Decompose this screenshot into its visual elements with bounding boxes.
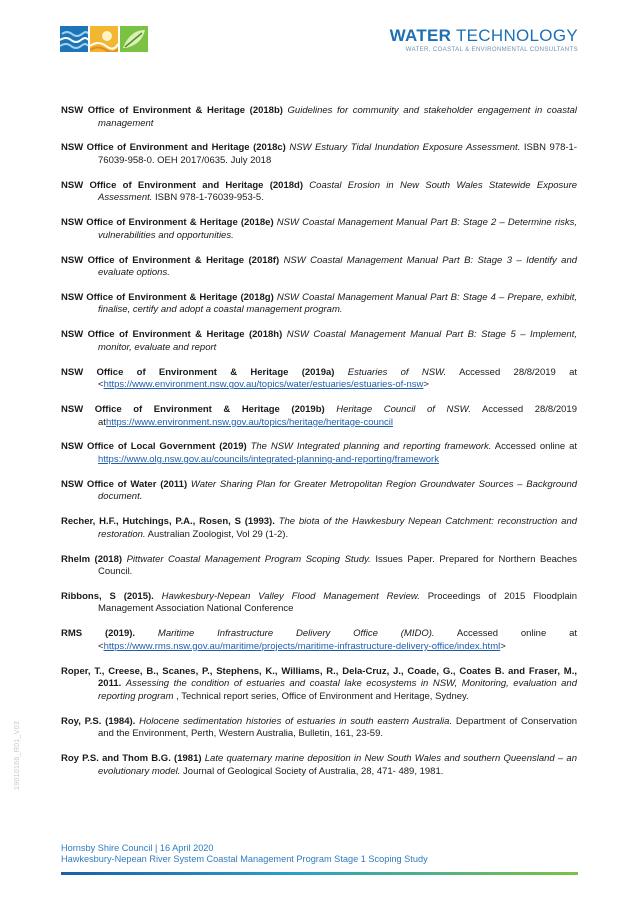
reference-title: NSW Estuary Tidal Inundation Exposure Assessment. xyxy=(289,142,521,154)
reference-link[interactable]: https://www.olg.nsw.gov.au/councils/integrated-planning-and-reporting/framework xyxy=(98,453,439,465)
reference-author: NSW Office of Environment & Heritage (2018g) xyxy=(61,291,274,303)
reference-details: Australian Zoologist, Vol 29 (1-2). xyxy=(147,528,289,540)
brand-name: WATER TECHNOLOGY xyxy=(389,26,578,45)
reference-author: Rhelm (2018) xyxy=(61,553,123,565)
reference-author: NSW Office of Environment & Heritage (2018f) xyxy=(61,254,280,266)
reference-author: NSW Office of Environment & Heritage (2019a) xyxy=(61,366,335,378)
sun-icon xyxy=(90,26,118,52)
reference-details: Accessed online at xyxy=(494,441,578,453)
reference-entry xyxy=(61,367,577,392)
reference-author: Roy P.S. and Thom B.G. (1981) xyxy=(61,752,202,764)
reference-author: NSW Office of Local Government (2019) xyxy=(61,441,247,453)
reference-author: NSW Office of Environment & Heritage (2018b) xyxy=(61,105,283,116)
reference-list xyxy=(61,105,577,790)
reference-details: , Technical report series, Office of Environment and Heritage, Sydney. xyxy=(176,690,469,702)
reference-author: RMS (2019). xyxy=(61,628,136,640)
reference-title: Late quaternary marine deposition in New South Wales and southern Queensland – an evolutionary model. xyxy=(98,752,578,777)
reference-details: ISBN 978-1-76039-958-0. OEH 2017/0635. July 2018 xyxy=(98,142,578,166)
page-footer xyxy=(61,843,428,865)
reference-details: Proceedings of 2015 Floodplain Management Association National Conference xyxy=(98,590,578,615)
reference-details: Accessed online at < xyxy=(98,628,578,652)
reference-entry xyxy=(61,180,577,205)
reference-entry xyxy=(61,753,577,778)
reference-author: Roper, T., Creese, B., Scanes, P., Stephens, K., Williams, R., Dela-Cruz, J., Coade, G., Coates B. and Fraser, M., 2011. xyxy=(61,665,577,690)
reference-entry xyxy=(61,666,577,704)
company-logo xyxy=(60,26,148,52)
reference-details: Issues Paper. Prepared for Northern Beaches Council. xyxy=(98,553,578,578)
reference-author: NSW Office of Environment & Heritage (2018e) xyxy=(61,217,274,229)
reference-title: NSW Coastal Management Manual Part B: Stage 4 – Prepare, exhibit, finalise, certify and adopt a coastal management program. xyxy=(98,291,578,316)
reference-entry xyxy=(61,105,577,130)
footer-accent-bar xyxy=(61,872,578,875)
reference-title: Estuaries of NSW. xyxy=(347,366,447,378)
reference-author: NSW Office of Water (2011) xyxy=(61,478,188,490)
reference-entry xyxy=(61,554,577,579)
reference-author: Roy, P.S. (1984). xyxy=(61,715,136,727)
reference-entry xyxy=(61,591,577,616)
reference-author: Ribbons, S (2015). xyxy=(61,590,154,602)
reference-title: Holocene sedimentation histories of estuaries in south eastern Australia. xyxy=(139,715,453,727)
reference-entry xyxy=(61,329,577,354)
reference-title: The biota of the Hawkesbury Nepean Catchment: reconstruction and restoration. xyxy=(98,516,578,540)
reference-details: Journal of Geological Society of Australia, 28, 471- 489, 1981. xyxy=(183,765,444,777)
reference-author: NSW Office of Environment and Heritage (2018c) xyxy=(61,142,286,154)
reference-entry xyxy=(61,217,577,242)
reference-entry xyxy=(61,292,577,317)
reference-link[interactable]: https://www.environment.nsw.gov.au/topics/water/estuaries/estuaries-of-nsw xyxy=(103,379,424,391)
reference-details: ISBN 978-1-76039-953-5. xyxy=(155,192,264,204)
reference-title: NSW Coastal Management Manual Part B: Stage 3 – Identify and evaluate options. xyxy=(98,254,578,279)
reference-title: Coastal Erosion in New South Wales Statewide Exposure Assessment. xyxy=(98,179,578,204)
footer-project-title: Hawkesbury-Nepean River System Coastal Management Program Stage 1 Scoping Study xyxy=(61,854,428,864)
document-code: 19010166_R01_V03 xyxy=(14,720,21,790)
reference-entry xyxy=(61,255,577,280)
reference-author: NSW Office of Environment and Heritage (2018d) xyxy=(61,179,303,191)
reference-entry xyxy=(61,716,577,741)
leaf-icon xyxy=(120,26,148,52)
reference-title: Assessing the condition of estuaries and coastal lake ecosystems in NSW, Monitoring, evaluation and reporting program xyxy=(98,678,577,702)
reference-entry xyxy=(61,516,577,541)
reference-title: Guidelines for community and stakeholder engagement in coastal management xyxy=(98,105,578,129)
reference-title: Pittwater Coastal Management Program Scoping Study. xyxy=(126,553,371,565)
reference-details: Department of Conservation and the Environment, Perth, Western Australia, Bulletin, 161, 23-59. xyxy=(98,715,578,740)
reference-author: NSW Office of Environment & Heritage (2019b) xyxy=(61,404,325,415)
reference-title: NSW Coastal Management Manual Part B: Stage 2 – Determine risks, vulnerabilities and opportunities. xyxy=(98,217,578,241)
reference-link[interactable]: https://www.rms.nsw.gov.au/maritime/projects/maritime-infrastructure-delivery-office/index.html xyxy=(103,640,501,652)
brand-tagline: WATER, COASTAL & ENVIRONMENTAL CONSULTANTS xyxy=(405,47,578,53)
waves-icon xyxy=(60,26,88,52)
brand-block xyxy=(390,27,578,53)
reference-details: Accessed 28/8/2019 at < xyxy=(98,366,578,391)
reference-suffix: > xyxy=(423,379,429,391)
reference-title: The NSW Integrated planning and reporting framework. xyxy=(250,441,492,453)
reference-entry xyxy=(61,479,577,504)
reference-entry xyxy=(61,142,577,167)
reference-author: NSW Office of Environment & Heritage (2018h) xyxy=(61,329,283,341)
footer-client-date: Hornsby Shire Council | 16 April 2020 xyxy=(61,843,214,853)
reference-link[interactable]: https://www.environment.nsw.gov.au/topics/heritage/heritage-council xyxy=(105,416,394,428)
reference-entry xyxy=(61,404,577,429)
reference-title: NSW Coastal Management Manual Part B: Stage 5 – Implement, monitor, evaluate and report xyxy=(98,329,577,353)
reference-entry xyxy=(61,441,577,466)
reference-title: Maritime Infrastructure Delivery Office (MIDO). xyxy=(157,628,435,640)
reference-title: Heritage Council of NSW. xyxy=(336,404,471,415)
reference-details: Accessed 28/8/2019 at xyxy=(98,404,577,428)
reference-title: Water Sharing Plan for Greater Metropolitan Region Groundwater Sources – Background document. xyxy=(98,478,578,503)
reference-suffix: > xyxy=(500,640,506,652)
reference-entry xyxy=(61,628,577,653)
reference-author: Recher, H.F., Hutchings, P.A., Rosen, S (1993). xyxy=(61,516,275,528)
reference-title: Hawkesbury-Nepean Valley Flood Management Review. xyxy=(161,590,420,602)
